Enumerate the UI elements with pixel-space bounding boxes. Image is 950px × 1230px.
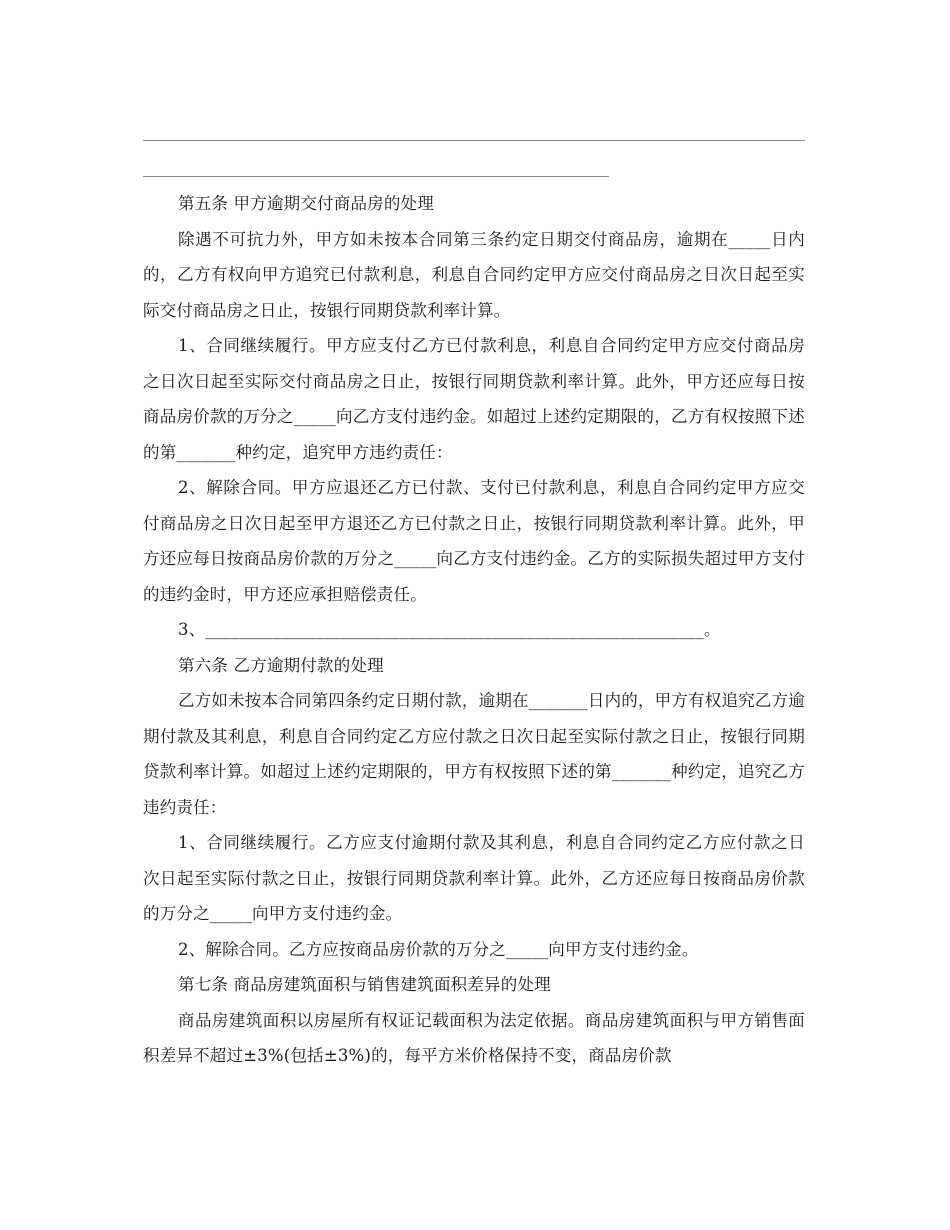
article-6-body: 乙方如未按本合同第四条约定日期付款，逾期在_______日内的，甲方有权追究乙方逾期付款及其利息，利息自合同约定乙方应付款之日次日起至实际付款之日止，按银行同期贷款利率计算。如超过上述约定期限的，甲方有权按照下述的第_______种约定，追究乙方违约责任：: [143, 691, 805, 817]
article-7-body: 商品房建筑面积以房屋所有权证记载面积为法定依据。商品房建筑面积与甲方销售面积差异不超过±3%(包括±3%)的，每平方米价格保持不变，商品房价款: [143, 1010, 805, 1065]
article-7-heading: 第七条 商品房建筑面积与销售建筑面积差异的处理: [178, 975, 551, 994]
article-5-clause-1: 1、合同继续履行。甲方应支付乙方已付款利息，利息自合同约定甲方应交付商品房之日次日起至实际交付商品房之日止，按银行同期贷款利率计算。此外，甲方还应每日按商品房价款的万分之_____向乙方支付违约金。如超过上述约定期限的，乙方有权按照下述的第_______种约定，追究甲方违约责任：: [143, 336, 805, 462]
article-5-body: 除遇不可抗力外，甲方如未按本合同第三条约定日期交付商品房，逾期在_____日内的，乙方有权向甲方追究已付款利息，利息自合同约定甲方应交付商品房之日次日起至实际交付商品房之日止，按银行同期贷款利率计算。: [143, 229, 805, 320]
article-6-heading: 第六条 乙方逾期付款的处理: [178, 655, 384, 675]
article-5-clause-2: 2、解除合同。甲方应退还乙方已付款、支付已付款利息，利息自合同约定甲方应交付商品房之日次日起至甲方退还乙方已付款之日止，按银行同期贷款利率计算。此外，甲方还应每日按商品房价款的万分之_____向乙方支付违约金。乙方的实际损失超过甲方支付的违约金时，甲方还应承担赔偿责任。: [143, 478, 805, 604]
article-5-heading: 第五条 甲方逾期交付商品房的处理: [178, 194, 434, 213]
article-6-clause-2: 2、解除合同。乙方应按商品房价款的万分之_____向甲方支付违约金。: [178, 939, 699, 959]
top-rule-short: [143, 176, 609, 177]
document-body: [143, 186, 805, 1074]
article-6-clause-1: 1、合同继续履行。乙方应支付逾期付款及其利息，利息自合同约定乙方应付款之日次日起至实际付款之日止，按银行同期贷款利率计算。此外，乙方还应每日按商品房价款的万分之_____向甲方支付违约金。: [143, 833, 805, 923]
article-5-clause-3: 3、___________________________________________________________。: [178, 620, 721, 639]
top-rule-full: [143, 140, 805, 141]
